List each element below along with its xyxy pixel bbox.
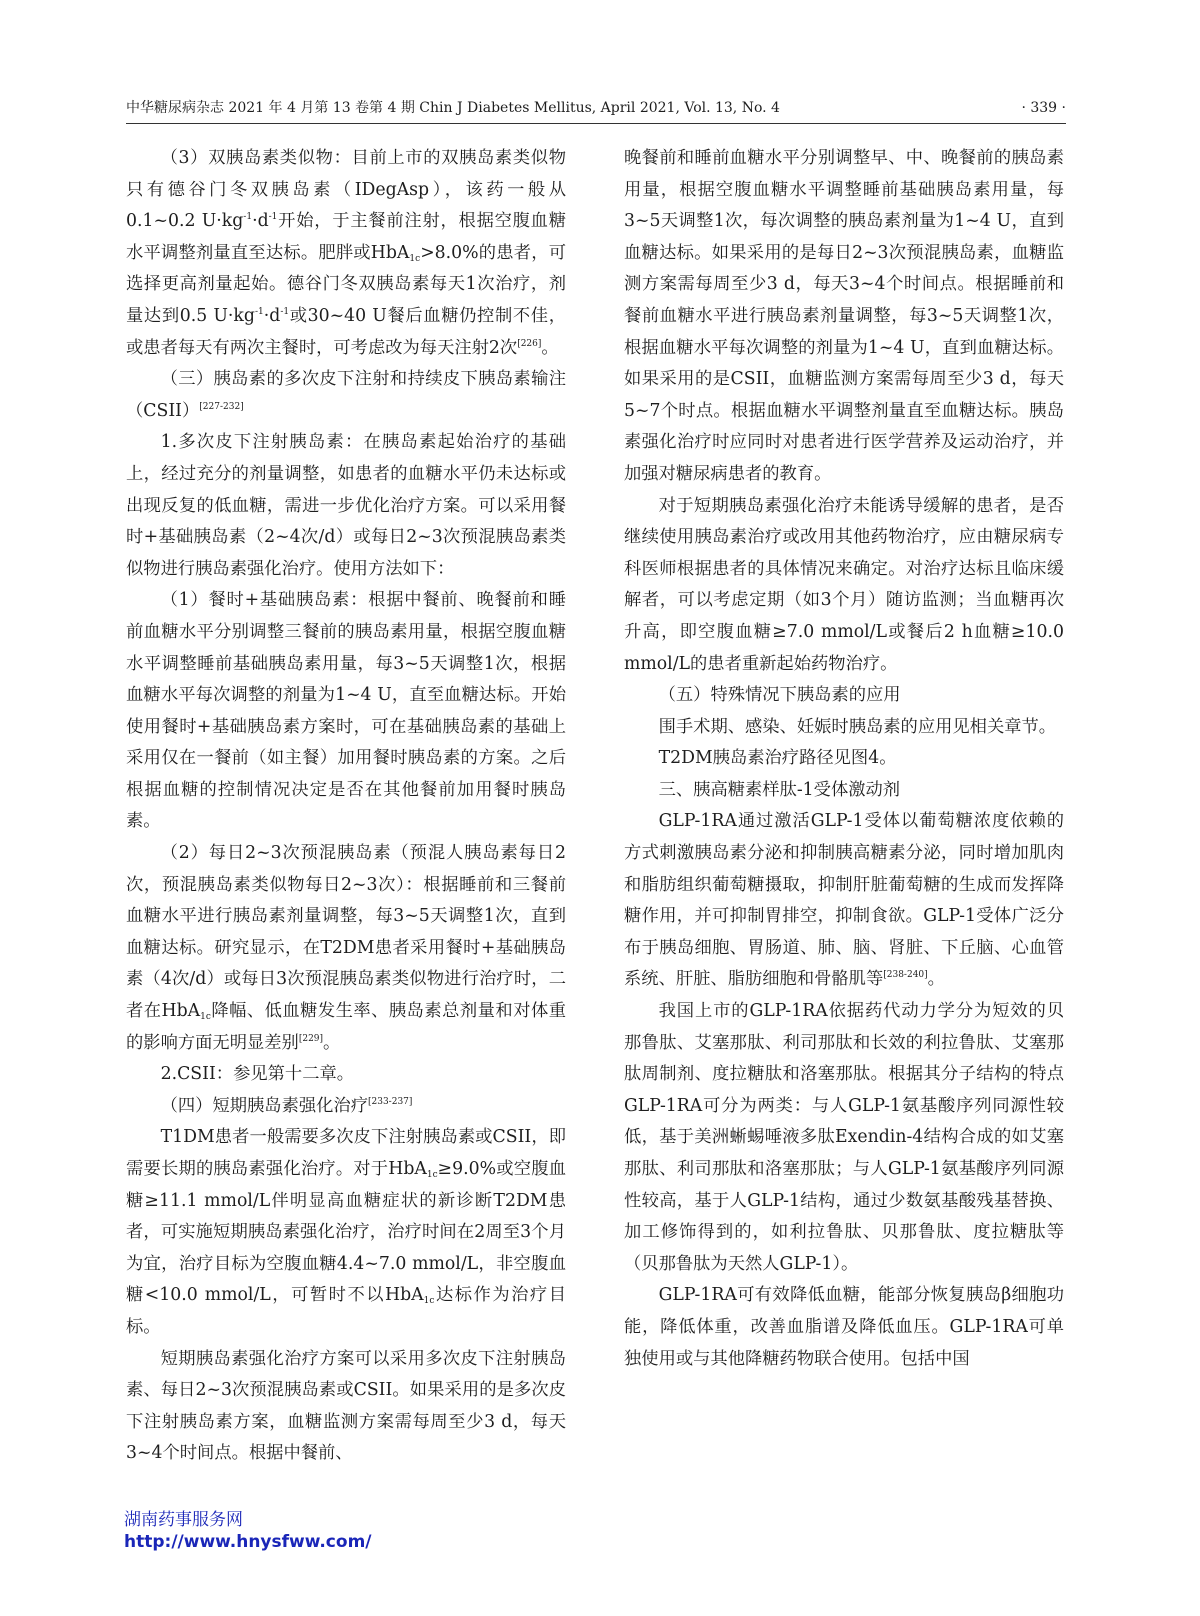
paragraph <box>126 838 566 1059</box>
text-run: （3）双胰岛素类似物：目前上市的双胰岛素类似物只有德谷门冬双胰岛素（IDegAsp），该药一般从0.1~0.2 U·kg <box>126 148 566 232</box>
paragraph <box>126 364 566 427</box>
superscript: [229] <box>298 1033 324 1044</box>
superscript: [227-232] <box>199 401 244 412</box>
text-run: 开始，于主餐前注射，根据空腹血糖水平调整剂量直至达标。肥胖或HbA <box>126 211 566 263</box>
paragraph <box>126 585 566 838</box>
right-column <box>624 143 1064 1375</box>
text-run: （五）特殊情况下胰岛素的应用 <box>658 685 901 706</box>
paragraph <box>624 491 1064 681</box>
superscript: [226] <box>517 338 542 349</box>
subscript: 1c <box>200 1012 211 1023</box>
text-run: 1.多次皮下注射胰岛素：在胰岛素起始治疗的基础上，经过充分的剂量调整，如患者的血糖水平仍未达标或出现反复的低血糖，需进一步优化治疗方案。可以采用餐时+基础胰岛素（2~4次/d）或每日2~3次预混胰岛素类似物进行胰岛素强化治疗。使用方法如下： <box>126 432 566 579</box>
text-run: GLP-1RA通过激活GLP-1受体以葡萄糖浓度依赖的方式刺激胰岛素分泌和抑制胰高糖素分泌，同时增加肌肉和脂肪组织葡萄糖摄取，抑制肝脏葡萄糖的生成而发挥降糖作用，并可抑制胃排空，抑制食欲。GLP-1受体广泛分布于胰岛细胞、胃肠道、肺、脑、肾脏、下丘脑、心血管系统、肝脏、脂肪细胞和骨骼肌等 <box>624 811 1064 990</box>
paragraph <box>126 1091 566 1123</box>
paragraph <box>624 143 1064 491</box>
superscript: [238-240] <box>883 970 928 981</box>
text-run: 或30~40 U餐后血糖仍控制不佳，或患者每天有两次主餐时，可考虑改为每天注射2次 <box>126 305 566 358</box>
superscript: -1 <box>254 306 264 317</box>
paragraph <box>624 680 1064 712</box>
paragraph <box>624 775 1064 807</box>
text-run: 围手术期、感染、妊娠时胰岛素的应用见相关章节。 <box>658 716 1057 737</box>
superscript: -1 <box>268 212 278 223</box>
superscript: -1 <box>280 306 290 317</box>
text-run: T1DM患者一般需要多次皮下注射胰岛素或CSII，即需要长期的胰岛素强化治疗。对于HbA <box>126 1127 566 1179</box>
watermark-footer[interactable] <box>124 1509 372 1553</box>
superscript: -1 <box>243 212 253 223</box>
superscript: [233-237] <box>367 1096 413 1107</box>
paragraph <box>624 712 1064 744</box>
page-number: · 339 · <box>1021 100 1066 116</box>
text-run: 三、胰高糖素样肽-1受体激动剂 <box>658 779 901 800</box>
text-run: ·d <box>252 211 269 232</box>
paragraph <box>624 1280 1064 1375</box>
text-run: 。 <box>323 1032 341 1053</box>
text-run: 对于短期胰岛素强化治疗未能诱导缓解的患者，是否继续使用胰岛素治疗或改用其他药物治疗，应由糖尿病专科医师根据患者的具体情况来确定。对治疗达标且临床缓解者，可以考虑定期（如3个月）随访监测；当血糖再次升高，即空腹血糖≥7.0 mmol/L或餐后2 h血糖≥10.0 mmol/L的患者重新起始药物治疗。 <box>624 495 1064 674</box>
paragraph <box>126 143 566 364</box>
paragraph <box>624 743 1064 775</box>
text-run: >8.0%的患者，可选择更高剂量起始。德谷门冬双胰岛素每天1次治疗，剂量达到0.5 U·kg <box>126 242 566 326</box>
text-run: 达标作为治疗目标。 <box>126 1285 566 1337</box>
paragraph <box>126 1344 566 1470</box>
text-run: （1）餐时+基础胰岛素：根据中餐前、晚餐前和睡前血糖水平分别调整三餐前的胰岛素用量，根据空腹血糖水平调整睡前基础胰岛素用量，每3~5天调整1次，根据血糖水平每次调整的剂量为1~4 U，直至血糖达标。开始使用餐时+基础胰岛素方案时，可在基础胰岛素的基础上采用仅在一餐前（如主餐）加用餐时胰岛素的方案。之后根据血糖的控制情况决定是否在其他餐前加用餐时胰岛素。 <box>126 590 566 832</box>
text-run: ·d <box>263 305 281 326</box>
text-run: 。 <box>541 337 559 358</box>
text-run: 晚餐前和睡前血糖水平分别调整早、中、晚餐前的胰岛素用量，根据空腹血糖水平调整睡前基础胰岛素用量，每3~5天调整1次，每次调整的胰岛素剂量为1~4 U，直到血糖达标。如果采用的是每日2~3次预混胰岛素，血糖监测方案需每周至少3 d，每天3~4个时间点。根据睡前和餐前血糖水平进行胰岛素剂量调整，每3~5天调整1次，根据血糖水平每次调整的剂量为1~4 U，直到血糖达标。如果采用的是CSII，血糖监测方案需每周至少3 d，每天5~7个时点。根据血糖水平调整剂量直至血糖达标。胰岛素强化治疗时应同时对患者进行医学营养及运动治疗，并加强对糖尿病患者的教育。 <box>624 148 1064 484</box>
paragraph <box>624 806 1064 996</box>
site-url-link[interactable]: http://www.hnysfww.com/ <box>124 1532 372 1552</box>
text-run: T2DM胰岛素治疗路径见图4。 <box>658 748 897 769</box>
paragraph <box>624 996 1064 1280</box>
paragraph <box>126 1122 566 1343</box>
running-header <box>126 96 1066 120</box>
subscript: 1c <box>426 1170 438 1180</box>
text-run: （四）短期胰岛素强化治疗 <box>160 1095 368 1116</box>
paragraph <box>126 1059 566 1091</box>
text-run: （2）每日2~3次预混胰岛素（预混人胰岛素每日2次，预混胰岛素类似物每日2~3次）：根据睡前和三餐前血糖水平进行胰岛素剂量调整，每3~5天调整1次，直到血糖达标。研究显示，在T2DM患者采用餐时+基础胰岛素（4次/d）或每日3次预混胰岛素类似物进行治疗时，二者在HbA <box>126 843 566 1022</box>
header-rule <box>126 123 1066 124</box>
text-run: 。 <box>927 969 945 990</box>
text-run: （三）胰岛素的多次皮下注射和持续皮下胰岛素输注（CSII） <box>126 369 566 421</box>
journal-citation: 中华糖尿病杂志 2021 年 4 月第 13 卷第 4 期 Chin J Diabetes Mellitus, April 2021, Vol. 13, No. 4 <box>126 100 780 116</box>
subscript: 1c <box>409 253 421 264</box>
text-run: 2.CSII：参见第十二章。 <box>160 1064 355 1085</box>
subscript: 1c <box>423 1296 435 1307</box>
text-run: 我国上市的GLP-1RA依据药代动力学分为短效的贝那鲁肽、艾塞那肽、利司那肽和长效的利拉鲁肽、艾塞那肽周制剂、度拉糖肽和洛塞那肽。根据其分子结构的特点GLP-1RA可分为两类：与人GLP-1氨基酸序列同源性较低，基于美洲蜥蜴唾液多肽Exendin-4结构合成的如艾塞那肽、利司那肽和洛塞那肽；与人GLP-1氨基酸序列同源性较高，基于人GLP-1结构，通过少数氨基酸残基替换、加工修饰得到的，如利拉鲁肽、贝那鲁肽、度拉糖肽等（贝那鲁肽为天然人GLP-1）。 <box>624 1001 1064 1274</box>
text-run: 短期胰岛素强化治疗方案可以采用多次皮下注射胰岛素、每日2~3次预混胰岛素或CSII。如果采用的是多次皮下注射胰岛素方案，血糖监测方案需每周至少3 d，每天3~4个时间点。根据中餐前、 <box>126 1348 566 1464</box>
paragraph <box>126 427 566 585</box>
text-run: ≥9.0%或空腹血糖≥11.1 mmol/L伴明显高血糖症状的新诊断T2DM患者，可实施短期胰岛素强化治疗，治疗时间在2周至3个月为宜，治疗目标为空腹血糖4.4~7.0 mmol/L，非空腹血糖<10.0 mmol/L，可暂时不以HbA <box>126 1159 566 1306</box>
left-column <box>126 143 566 1470</box>
text-run: GLP-1RA可有效降低血糖，能部分恢复胰岛β细胞功能，降低体重，改善血脂谱及降低血压。GLP-1RA可单独使用或与其他降糖药物联合使用。包括中国 <box>624 1285 1064 1369</box>
text-run: 降幅、低血糖发生率、胰岛素总剂量和对体重的影响方面无明显差别 <box>126 1001 566 1053</box>
site-name: 湖南药事服务网 <box>124 1510 243 1530</box>
